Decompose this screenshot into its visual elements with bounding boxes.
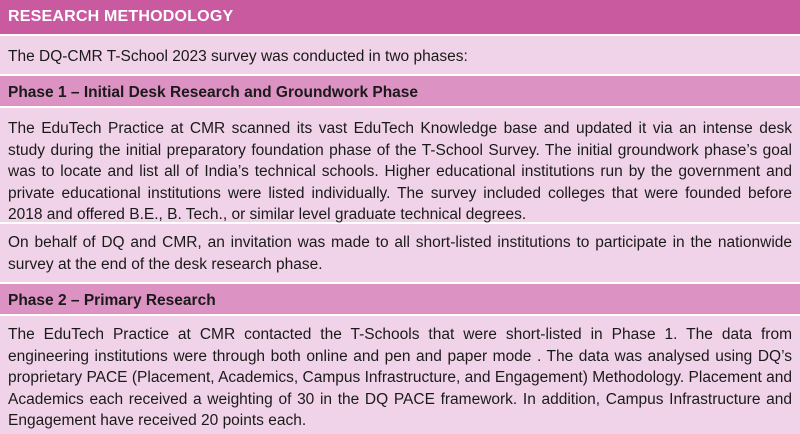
phase1-paragraph2: On behalf of DQ and CMR, an invitation was made to all short-listed institutions to participate in the nationwide survey at the end of the desk research phase. <box>8 234 792 273</box>
intro-row <box>0 36 800 76</box>
phase2-paragraph1-row <box>0 316 800 434</box>
phase2-paragraph1: The EduTech Practice at CMR contacted the T-Schools that were short-listed in Phase 1. The data from engineering institutions were through both online and pen and paper mode . The data was analysed using DQ’s proprietary PACE (Placement, Academics, Campus Infrastructure, and Engagement) Methodology. Placement and Academics each received a weighting of 30 in the DQ PACE framework. In addition, Campus Infrastructure and Engagement have received 20 points each. <box>8 326 792 429</box>
phase1-heading-row <box>0 76 800 108</box>
box-title: RESEARCH METHODOLOGY <box>8 8 234 25</box>
phase2-heading: Phase 2 – Primary Research <box>8 292 216 309</box>
phase1-paragraph2-row <box>0 224 800 284</box>
phase1-heading: Phase 1 – Initial Desk Research and Groundwork Phase <box>8 84 419 101</box>
intro-text: The DQ-CMR T-School 2023 survey was conducted in two phases: <box>8 48 468 65</box>
title-bar <box>0 0 800 36</box>
phase1-paragraph1: The EduTech Practice at CMR scanned its vast EduTech Knowledge base and updated it via an intense desk study during the initial preparatory foundation phase of the T-School Survey. The initial groundwork phase’s goal was to locate and list all of India’s technical schools. Higher educational institutions run by the government and private educational institutions were listed individually. The survey included colleges that were founded before 2018 and offered B.E., B. Tech., or similar level graduate technical degrees. <box>8 120 792 223</box>
phase1-paragraph1-row <box>0 108 800 224</box>
phase2-heading-row <box>0 284 800 316</box>
